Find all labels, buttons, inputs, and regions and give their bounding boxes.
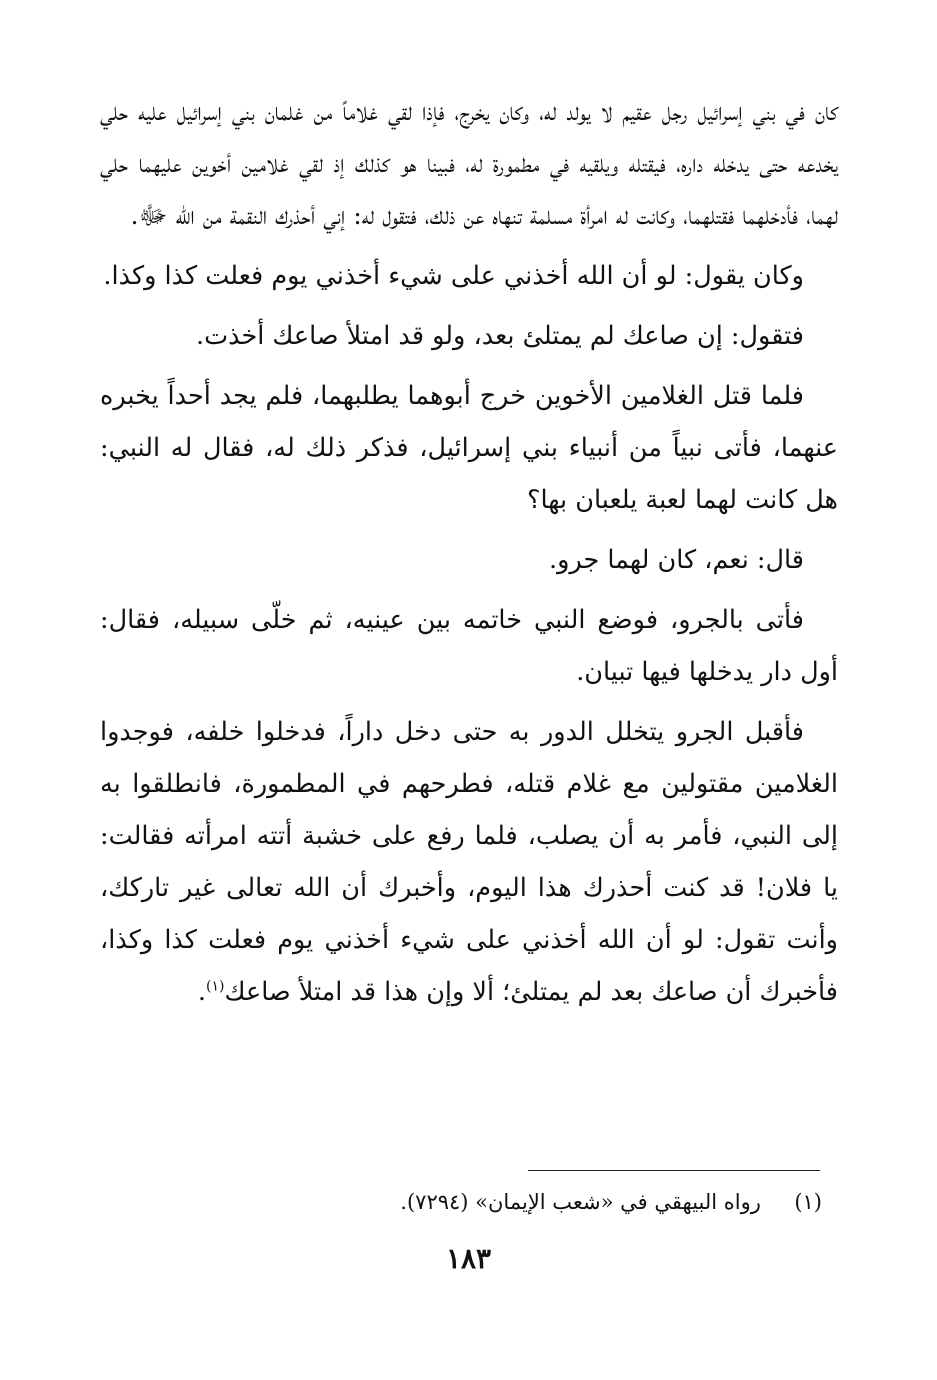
- main-text: [100, 86, 838, 1026]
- footnote-reference: (١): [206, 978, 225, 995]
- footnote-marker: (١): [794, 1190, 822, 1214]
- paragraph-6: فأتى بالجرو، فوضع النبي خاتمه بين عينيه، ثم خلّى سبيله، فقال: أول دار يدخلها فيها تبيان.: [100, 605, 838, 687]
- paragraph-3: فتقول: إن صاعك لم يمتلئ بعد، ولو قد امتلأ صاعك أخذت.: [195, 321, 804, 351]
- paragraph-4: فلما قتل الغلامين الأخوين خرج أبوهما يطلبهما، فلم يجد أحداً يخبره عنهما، فأتى نبياً من أنبياء بني إسرائيل، فذكر ذلك له، فقال له النبي: هل كانت لهما لعبة يلعبان بها؟: [100, 381, 838, 515]
- footnote-text: رواه البيهقي في «شعب الإيمان» (٧٢٩٤).: [400, 1190, 761, 1214]
- footnote-spacer: [768, 1190, 788, 1214]
- paragraph-7-text: فأقبل الجرو يتخلل الدور به حتى دخل داراً، فدخلوا خلفه، فوجدوا الغلامين مقتولين مع غلام قتله، فطرحهم في المطمورة، فانطلقوا به إلى النبي، فأمر به أن يصلب، فلما رفع على خشبة أتته امرأته فقالت: يا فلان! قد كنت أحذرك هذا اليوم، وأخبرك أن الله تعالى غير تاركك، وأنت تقول: لو أن الله أخذني على شيء أخذني يوم فعلت كذا وكذا، فأخبرك أن صاعك بعد لم يمتلئ؛ ألا وإن هذا قد امتلأ صاعك: [100, 717, 838, 1007]
- footnote: [300, 1186, 822, 1218]
- paragraph-2: وكان يقول: لو أن الله أخذني على شيء أخذني يوم فعلت كذا وكذا.: [103, 261, 804, 291]
- paragraph-7: [100, 706, 838, 1018]
- paragraph-1: كان في بني إسرائيل رجل عقيم لا يولد له، وكان يخرج، فإذا لقي غلاماً من غلمان بني إسرائيل عليه حلي يخدعه حتى يدخله داره، فيقتله ويلقيه في مطمورة له، فبينا هو كذلك إذ لقي غلامين أخوين عليهما حلي لهما، فأدخلهما فقتلهما، وكانت له امرأة مسلمة تنهاه عن ذلك، فتقول له: إني أحذرك النقمة من الله ﷻ.: [100, 97, 838, 231]
- footnote-divider: [528, 1170, 820, 1171]
- page-number: ١٨٣: [445, 1242, 492, 1275]
- paragraph-7-end: .: [197, 977, 207, 1007]
- paragraph-5: قال: نعم، كان لهما جرو.: [548, 545, 804, 575]
